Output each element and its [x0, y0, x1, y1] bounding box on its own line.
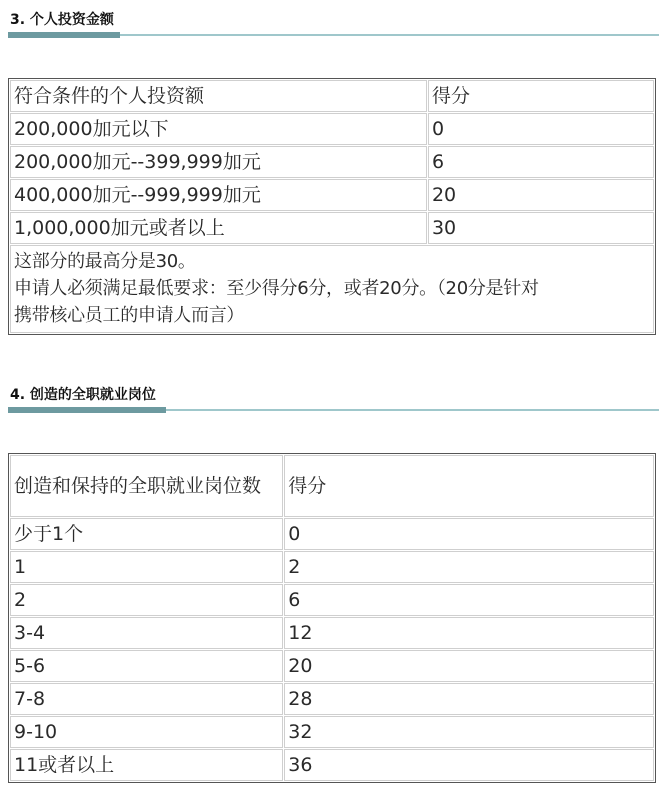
- table-cell: 6: [428, 146, 654, 178]
- table-row: [10, 683, 654, 715]
- table-row: [10, 113, 654, 145]
- table-header-row: [10, 80, 654, 112]
- header-cell: 符合条件的个人投资额: [10, 80, 427, 112]
- table-row: [10, 212, 654, 244]
- table-cell: 9-10: [10, 716, 283, 748]
- table-row: [10, 584, 654, 616]
- jobs-score-table: [8, 453, 656, 783]
- table-cell: 6: [284, 584, 654, 616]
- table-row: [10, 650, 654, 682]
- table-cell: 30: [428, 212, 654, 244]
- table-cell: 7-8: [10, 683, 283, 715]
- table-cell: 少于1个: [10, 518, 283, 550]
- table-cell: 32: [284, 716, 654, 748]
- table-cell: 20: [428, 179, 654, 211]
- table-cell: 0: [428, 113, 654, 145]
- table-note-row: [10, 245, 654, 333]
- section-4-heading: [8, 376, 659, 416]
- table-row: [10, 551, 654, 583]
- table-cell: 20: [284, 650, 654, 682]
- note-line: 申请人必须满足最低要求：至少得分6分，或者20分。（20分是针对: [14, 278, 539, 299]
- table-row: [10, 146, 654, 178]
- table-row: [10, 179, 654, 211]
- table-header-row: [10, 455, 654, 517]
- table-note-cell: [10, 245, 654, 333]
- section-3-heading: [8, 0, 659, 40]
- note-line: 携带核心员工的申请人而言）: [14, 305, 245, 326]
- table-cell: 1: [10, 551, 283, 583]
- section-4-rule-accent: [8, 407, 166, 413]
- header-cell: 得分: [428, 80, 654, 112]
- table-cell: 3-4: [10, 617, 283, 649]
- table-cell: 200,000加元--399,999加元: [10, 146, 427, 178]
- table-cell: 12: [284, 617, 654, 649]
- header-cell: 得分: [284, 455, 654, 517]
- table-cell: 1,000,000加元或者以上: [10, 212, 427, 244]
- table-row: [10, 749, 654, 781]
- table-cell: 5-6: [10, 650, 283, 682]
- investment-score-table: [8, 78, 656, 335]
- table-cell: 36: [284, 749, 654, 781]
- table-cell: 28: [284, 683, 654, 715]
- table-row: [10, 617, 654, 649]
- note-line: 这部分的最高分是30。: [14, 251, 196, 272]
- table-cell: 400,000加元--999,999加元: [10, 179, 427, 211]
- section-3-title: 3. 个人投资金额: [10, 12, 114, 28]
- table-cell: 11或者以上: [10, 749, 283, 781]
- table-cell: 2: [284, 551, 654, 583]
- table-row: [10, 518, 654, 550]
- header-cell: 创造和保持的全职就业岗位数: [10, 455, 283, 517]
- section-3-rule-accent: [8, 32, 120, 38]
- table-cell: 0: [284, 518, 654, 550]
- table-row: [10, 716, 654, 748]
- section-4-title: 4. 创造的全职就业岗位: [10, 387, 156, 403]
- table-cell: 2: [10, 584, 283, 616]
- table-cell: 200,000加元以下: [10, 113, 427, 145]
